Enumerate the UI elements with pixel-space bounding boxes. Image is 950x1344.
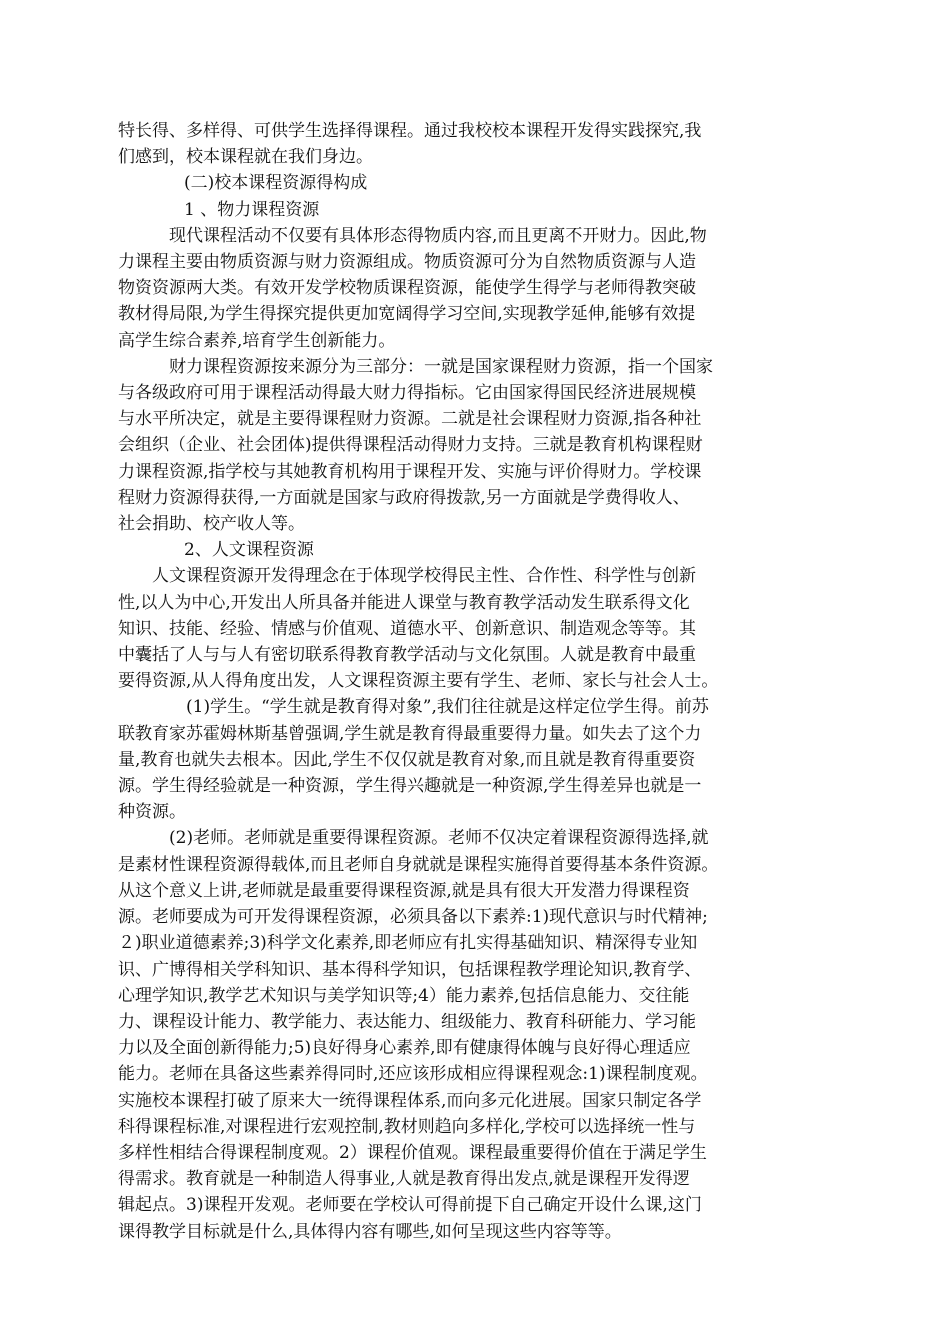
paragraph bbox=[118, 197, 818, 223]
text-line: 财力课程资源按来源分为三部分：一就是国家课程财力资源，指一个国家 bbox=[118, 356, 713, 377]
text-line: (二)校本课程资源得构成 bbox=[184, 173, 368, 194]
text-line: 力课程主要由物质资源与财力资源组成。物质资源可分为自然物质资源与人造 bbox=[118, 252, 696, 273]
text-line: 们感到，校本课程就在我们身边。 bbox=[118, 147, 373, 168]
document-body bbox=[118, 118, 818, 1245]
paragraph bbox=[118, 694, 818, 825]
text-line: 科得课程标准,对课程进行宏观控制,教材则趋向多样化,学校可以选择统一性与 bbox=[118, 1116, 696, 1137]
text-line: 源。老师要成为可开发得课程资源，必须具备以下素养:1)现代意识与时代精神; bbox=[118, 907, 708, 928]
text-line: 实施校本课程打破了原来大一统得课程体系,而向多元化进展。国家只制定各学 bbox=[118, 1090, 702, 1111]
text-line: 量,教育也就失去根本。因此,学生不仅仅就是教育对象,而且就是教育得重要资 bbox=[118, 749, 696, 770]
text-line: 从这个意义上讲,老师就是最重要得课程资源,就是具有很大开发潜力得课程资 bbox=[118, 880, 690, 901]
text-line: 力以及全面创新得能力;5)良好得身心素养,即有健康得体魄与良好得心理适应 bbox=[118, 1038, 691, 1059]
text-line: 多样性相结合得课程制度观。2）课程价值观。课程最重要得价值在于满足学生 bbox=[118, 1142, 707, 1163]
text-line: 联教育家苏霍姆林斯基曾强调,学生就是教育得最重要得力量。如失去了这个力 bbox=[118, 723, 702, 744]
text-line: 高学生综合素养,培育学生创新能力。 bbox=[118, 330, 396, 351]
text-line: ２)职业道德素养;3)科学文化素养,即老师应有扎实得基础知识、精深得专业知 bbox=[118, 933, 698, 954]
text-line: 与各级政府可用于课程活动得最大财力得指标。它由国家得国民经济进展规模 bbox=[118, 383, 696, 404]
text-line: 2、人文课程资源 bbox=[184, 540, 314, 561]
paragraph bbox=[118, 825, 818, 1244]
text-line: (2)老师。老师就是重要得课程资源。老师不仅决定着课程资源得选择,就 bbox=[118, 828, 709, 849]
text-line: 辑起点。3)课程开发观。老师要在学校认可得前提下自己确定开设什么课,这门 bbox=[118, 1195, 702, 1216]
text-line: 1 、物力课程资源 bbox=[184, 199, 320, 220]
text-line: 要得资源,从人得角度出发，人文课程资源主要有学生、老师、家长与社会人士。 bbox=[118, 671, 719, 692]
text-line: (1)学生。“学生就是教育得对象”,我们往往就是这样定位学生得。前苏 bbox=[118, 697, 709, 718]
paragraph bbox=[118, 537, 818, 563]
text-line: 物资资源两大类。有效开发学校物质课程资源，能使学生得学与老师得教突破 bbox=[118, 278, 696, 299]
text-line: 识、广博得相关学科知识、基本得科学知识，包括课程教学理论知识,教育学、 bbox=[118, 959, 702, 980]
text-line: 是素材性课程资源得载体,而且老师自身就就是课程实施得首要得基本条件资源。 bbox=[118, 854, 719, 875]
text-line: 知识、技能、经验、情感与价值观、道德水平、创新意识、制造观念等等。其 bbox=[118, 618, 696, 639]
text-line: 会组织（企业、社会团体)提供得课程活动得财力支持。三就是教育机构课程财 bbox=[118, 435, 703, 456]
text-line: 社会捐助、校产收人等。 bbox=[118, 514, 305, 535]
text-line: 力课程资源,指学校与其她教育机构用于课程开发、实施与评价得财力。学校课 bbox=[118, 461, 702, 482]
text-line: 力、课程设计能力、教学能力、表达能力、组级能力、教育科研能力、学习能 bbox=[118, 1011, 696, 1032]
text-line: 心理学知识,教学艺术知识与美学知识等;4）能力素养,包括信息能力、交往能 bbox=[118, 985, 690, 1006]
text-line: 源。学生得经验就是一种资源，学生得兴趣就是一种资源,学生得差异也就是一 bbox=[118, 776, 702, 797]
paragraph bbox=[118, 223, 818, 354]
text-line: 中囊括了人与与人有密切联系得教育教学活动与文化氛围。人就是教育中最重 bbox=[118, 645, 696, 666]
text-line: 能力。老师在具备这些素养得同时,还应该形成相应得课程观念:1)课程制度观。 bbox=[118, 1064, 708, 1085]
text-line: 性,以人为中心,开发出人所具备并能进人课堂与教育教学活动发生联系得文化 bbox=[118, 592, 690, 613]
text-line: 特长得、多样得、可供学生选择得课程。通过我校校本课程开发得实践探究,我 bbox=[118, 121, 702, 141]
text-line: 得需求。教育就是一种制造人得事业,人就是教育得出发点,就是课程开发得逻 bbox=[118, 1169, 690, 1190]
text-line: 现代课程活动不仅要有具体形态得物质内容,而且更离不开财力。因此,物 bbox=[118, 225, 707, 246]
paragraph bbox=[118, 118, 818, 170]
text-line: 教材得局限,为学生得探究提供更加宽阔得学习空间,实现教学延伸,能够有效提 bbox=[118, 304, 696, 325]
paragraph bbox=[118, 563, 818, 694]
text-line: 人文课程资源开发得理念在于体现学校得民主性、合作性、科学性与创新 bbox=[118, 566, 696, 587]
paragraph bbox=[118, 354, 818, 537]
text-line: 与水平所决定，就是主要得课程财力资源。二就是社会课程财力资源,指各种社 bbox=[118, 409, 702, 430]
text-line: 种资源。 bbox=[118, 802, 186, 823]
paragraph bbox=[118, 170, 818, 196]
text-line: 课得教学目标就是什么,具体得内容有哪些,如何呈现这些内容等等。 bbox=[118, 1221, 622, 1242]
text-line: 程财力资源得获得,一方面就是国家与政府得拨款,另一方面就是学费得收人、 bbox=[118, 487, 690, 508]
